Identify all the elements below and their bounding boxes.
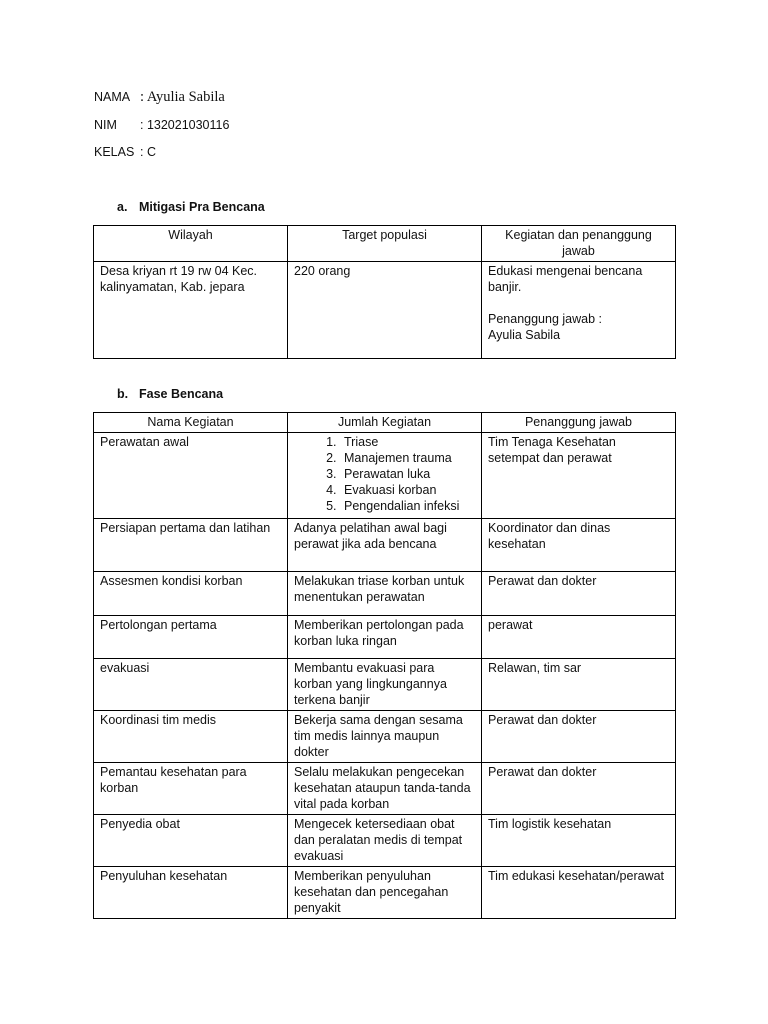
cell-target: 220 orang — [288, 262, 482, 359]
table-row — [94, 433, 676, 519]
cell-jumlah-kegiatan: Memberikan penyuluhan kesehatan dan pencegahan penyakit — [288, 867, 482, 919]
cell-wilayah: Desa kriyan rt 19 rw 04 Kec. kalinyamatan, Kab. jepara — [94, 262, 288, 359]
cell-penanggung-jawab: Relawan, tim sar — [482, 659, 676, 711]
kelas-label: KELAS — [94, 145, 135, 159]
header-jumlah-kegiatan: Jumlah Kegiatan — [288, 413, 482, 433]
table-header-row — [94, 413, 676, 433]
cell-jumlah-kegiatan: Melakukan triase korban untuk menentukan perawatan — [288, 572, 482, 616]
cell-penanggung-jawab: perawat — [482, 616, 676, 659]
cell-jumlah-kegiatan: Adanya pelatihan awal bagi perawat jika ada bencana — [288, 519, 482, 572]
table-row — [94, 763, 676, 815]
section-a-heading — [117, 199, 265, 215]
cell-kegiatan — [482, 262, 676, 359]
fase-bencana-table — [93, 412, 676, 919]
kelas-line — [94, 144, 156, 160]
penanggung-label: Penanggung jawab : — [488, 312, 602, 326]
table-header-row — [94, 226, 676, 262]
header-target-populasi: Target populasi — [288, 226, 482, 262]
cell-nama-kegiatan: evakuasi — [94, 659, 288, 711]
nim-line — [94, 117, 229, 133]
table-row — [94, 519, 676, 572]
table-row — [94, 711, 676, 763]
cell-nama-kegiatan: Perawatan awal — [94, 433, 288, 519]
kelas-value: : C — [140, 145, 156, 159]
header-wilayah: Wilayah — [94, 226, 288, 262]
list-item: 2. Manajemen trauma — [340, 450, 475, 466]
nim-label: NIM — [94, 118, 117, 132]
kegiatan-text: Edukasi mengenai bencana banjir. — [488, 264, 643, 294]
cell-nama-kegiatan: Koordinasi tim medis — [94, 711, 288, 763]
nama-label: NAMA — [94, 90, 131, 104]
nama-value: : Ayulia Sabila — [140, 89, 225, 105]
cell-penanggung-jawab: Perawat dan dokter — [482, 763, 676, 815]
table-row — [94, 867, 676, 919]
cell-jumlah-kegiatan: Bekerja sama dengan sesama tim medis lainnya maupun dokter — [288, 711, 482, 763]
cell-penanggung-jawab: Koordinator dan dinas kesehatan — [482, 519, 676, 572]
table-row — [94, 616, 676, 659]
section-a-letter: a. — [117, 200, 128, 214]
table-row — [94, 659, 676, 711]
section-a-title: Mitigasi Pra Bencana — [139, 200, 265, 214]
cell-nama-kegiatan: Assesmen kondisi korban — [94, 572, 288, 616]
header-penanggung-jawab: Penanggung jawab — [482, 413, 676, 433]
header-kegiatan: Kegiatan dan penanggung jawab — [482, 226, 676, 262]
list-item: 4. Evakuasi korban — [340, 482, 475, 498]
list-item: 1. Triase — [340, 434, 475, 450]
list-item: 3. Perawatan luka — [340, 466, 475, 482]
section-b-heading — [117, 386, 223, 402]
table-row — [94, 572, 676, 616]
cell-nama-kegiatan: Penyuluhan kesehatan — [94, 867, 288, 919]
nama-line — [94, 89, 225, 105]
cell-penanggung-jawab: Tim logistik kesehatan — [482, 815, 676, 867]
cell-nama-kegiatan: Pertolongan pertama — [94, 616, 288, 659]
cell-nama-kegiatan: Persiapan pertama dan latihan — [94, 519, 288, 572]
cell-nama-kegiatan: Pemantau kesehatan para korban — [94, 763, 288, 815]
cell-penanggung-jawab: Perawat dan dokter — [482, 572, 676, 616]
penanggung-name: Ayulia Sabila — [488, 328, 561, 342]
cell-jumlah-kegiatan: Membantu evakuasi para korban yang lingkungannya terkena banjir — [288, 659, 482, 711]
list-item: 5. Pengendalian infeksi — [340, 498, 475, 514]
cell-jumlah-kegiatan — [288, 433, 482, 519]
section-b-title: Fase Bencana — [139, 387, 224, 401]
kegiatan-list — [294, 434, 475, 514]
cell-penanggung-jawab: Perawat dan dokter — [482, 711, 676, 763]
cell-jumlah-kegiatan: Mengecek ketersediaan obat dan peralatan medis di tempat evakuasi — [288, 815, 482, 867]
header-nama-kegiatan: Nama Kegiatan — [94, 413, 288, 433]
table-row — [94, 262, 676, 359]
cell-jumlah-kegiatan: Selalu melakukan pengecekan kesehatan ataupun tanda-tanda vital pada korban — [288, 763, 482, 815]
cell-nama-kegiatan: Penyedia obat — [94, 815, 288, 867]
table-row — [94, 815, 676, 867]
cell-penanggung-jawab: Tim edukasi kesehatan/perawat — [482, 867, 676, 919]
cell-penanggung-jawab: Tim Tenaga Kesehatan setempat dan perawat — [482, 433, 676, 519]
cell-jumlah-kegiatan: Memberikan pertolongan pada korban luka ringan — [288, 616, 482, 659]
mitigasi-table — [93, 225, 676, 359]
section-b-letter: b. — [117, 387, 129, 401]
nim-value: : 132021030116 — [140, 118, 230, 132]
